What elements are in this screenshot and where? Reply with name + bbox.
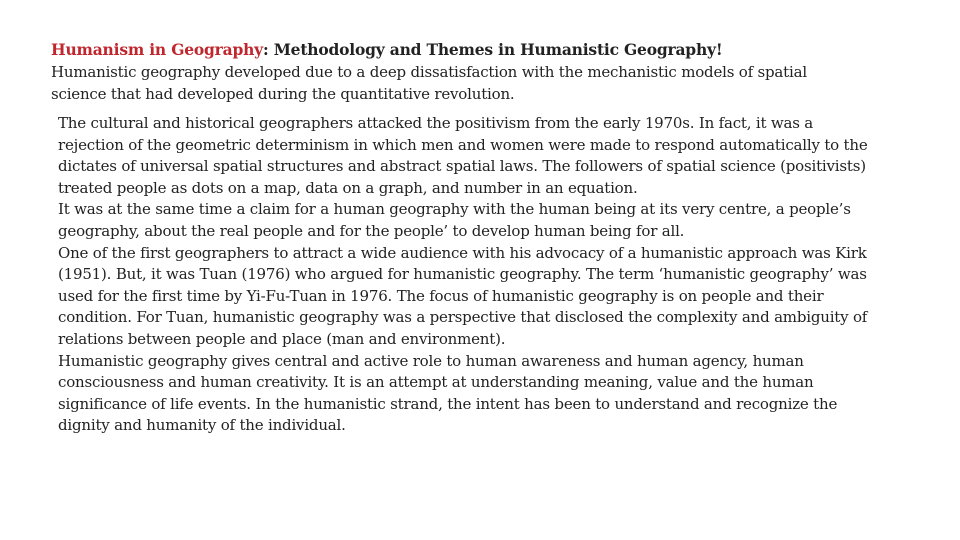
body-text (58, 113, 878, 437)
slide-title (51, 39, 931, 61)
body-paragraph-awareness: Humanistic geography gives central and active role to human awareness and human agency, human consciousness and human creativity. It is an attempt at understanding meaning, value and the human significance of life events. In the humanistic strand, the intent has been to understand and recognize the dignity and humanity of the individual. (58, 351, 838, 435)
title-accent: Humanism in Geography (51, 40, 263, 59)
title-rest: : Methodology and Themes in Humanistic Geography! (263, 40, 723, 59)
body-paragraph-human-centre: It was at the same time a claim for a human geography with the human being at its very centre, a people’s geography, about the real people and for the people’ to develop human being for all. (58, 200, 851, 240)
intro-paragraph: Humanistic geography developed due to a deep dissatisfaction with the mechanistic models of spatial science that had developed during the quantitative revolution. (51, 63, 807, 103)
body-paragraph-tuan: One of the first geographers to attract a wide audience with his advocacy of a humanistic approach was Kirk (1951). But, it was Tuan (1976) who argued for humanistic geography. The term ‘humanistic geography’ was used for the first time by Yi-Fu-Tuan in 1976. The focus of humanistic geography is on people and their condition. For Tuan, humanistic geography was a perspective that disclosed the complexity and ambiguity of relations between people and place (man and environment). (58, 243, 868, 348)
body-paragraph-positivism: The cultural and historical geographers attacked the positivism from the early 1970s. In fact, it was a rejection of the geometric determinism in which men and women were made to respond automatically to the dictates of universal spatial structures and abstract spatial laws. The followers of spatial science (positivists) treated people as dots on a map, data on a graph, and number in an equation. (58, 114, 868, 197)
